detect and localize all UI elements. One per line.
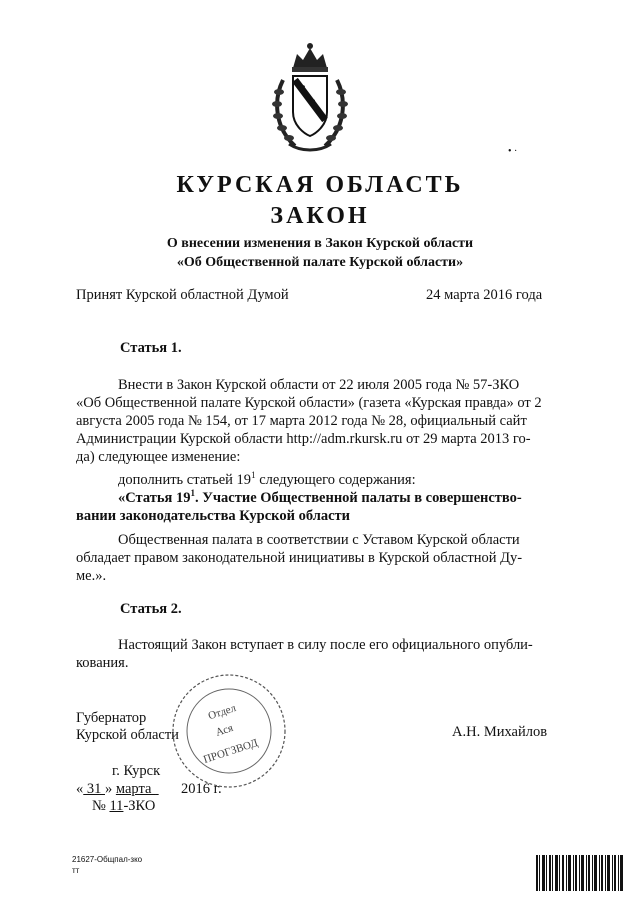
article-2-p1-line-1: Настоящий Закон вступает в силу после его официального опубли- — [118, 637, 533, 653]
article-1-p1-line-3: августа 2005 года № 154, от 17 марта 2012 года № 28, официальный сайт — [76, 413, 527, 429]
law-number-value: 11 — [109, 798, 124, 814]
subtitle-line-2: «Об Общественной палате Курской области» — [176, 255, 464, 270]
signatory-name: А.Н. Михайлов — [452, 724, 548, 740]
article-2-paragraph-1 — [76, 636, 566, 672]
article-1-p1-line-1: Внести в Закон Курской области от 22 июля 2005 года № 57-ЗКО — [118, 377, 520, 393]
date-year: 2016 г. — [181, 781, 222, 797]
article-1-p2-before: дополнить статьей 19 — [118, 471, 252, 488]
date-close-quote: » — [105, 781, 116, 797]
article-1-p2-sup: 1 — [251, 470, 256, 480]
article-1-heading: Статья 1. — [120, 340, 182, 356]
signing-date — [76, 781, 222, 798]
footer-initials: тт — [72, 866, 80, 875]
scan-artifact: • · — [508, 146, 518, 157]
signatory-position-line-1: Губернатор — [76, 710, 147, 726]
signatory-position — [76, 710, 179, 744]
article-1-paragraph-3 — [76, 531, 566, 585]
stamp-line-1: Отдел — [206, 702, 238, 723]
signing-city: г. Курск — [112, 763, 161, 779]
law-number-prefix: № — [92, 798, 110, 814]
law-number — [92, 798, 155, 815]
article-1-p1-line-5: да) следующее изменение: — [76, 449, 241, 465]
article-2-p1-line-2: кования. — [76, 655, 129, 671]
barcode-icon — [536, 855, 624, 891]
region-title: КУРСКАЯ ОБЛАСТЬ — [176, 172, 464, 198]
article-1-p3-line-1: Общественная палата в соответствии с Уставом Курской области — [118, 532, 520, 548]
article-1-p3-line-3: ме.». — [76, 568, 107, 584]
law-subtitle — [0, 234, 640, 272]
adoption-date: 24 марта 2016 года — [426, 287, 543, 303]
date-month: марта — [115, 781, 156, 797]
new-article-title-sup: 1 — [190, 488, 195, 498]
stamp-line-3: ПРОГЗВОД — [201, 737, 260, 766]
article-1-p1-line-2: «Об Общественной палате Курской области» (газета «Курская правда» от 2 — [76, 395, 542, 411]
new-article-title-b: . Участие Общественной палаты в совершенство- — [194, 489, 522, 506]
adopted-by: Принят Курской областной Думой — [76, 287, 289, 303]
article-1-p3-line-2: обладает правом законодательной инициативы в Курской областной Ду- — [76, 550, 523, 566]
date-day: 31 — [83, 781, 105, 797]
coat-of-arms-icon — [265, 40, 355, 160]
article-2-heading: Статья 2. — [120, 601, 182, 617]
date-blank — [155, 781, 181, 798]
article-1-paragraph-1 — [76, 376, 566, 466]
document-footer — [72, 854, 142, 876]
article-1-p2-after: следующего содержания: — [255, 471, 416, 488]
official-stamp — [168, 672, 290, 790]
article-1-p1-line-4: Администрации Курской области http://adm.rkursk.ru от 29 марта 2013 го- — [76, 431, 531, 447]
document-type-title: ЗАКОН — [270, 203, 370, 229]
date-open-quote: « — [76, 781, 84, 797]
stamp-line-2: Ася — [214, 721, 235, 739]
new-article-title-line-2: вании законодательства Курской области — [76, 507, 351, 524]
new-article-title — [76, 484, 566, 525]
new-article-title-a: «Статья 19 — [118, 489, 191, 506]
footer-code: 21627-Общпал-зко — [72, 855, 143, 864]
signatory-position-line-2: Курской области — [76, 727, 179, 743]
law-number-suffix: -ЗКО — [123, 798, 156, 814]
subtitle-line-1: О внесении изменения в Закон Курской области — [166, 236, 474, 251]
